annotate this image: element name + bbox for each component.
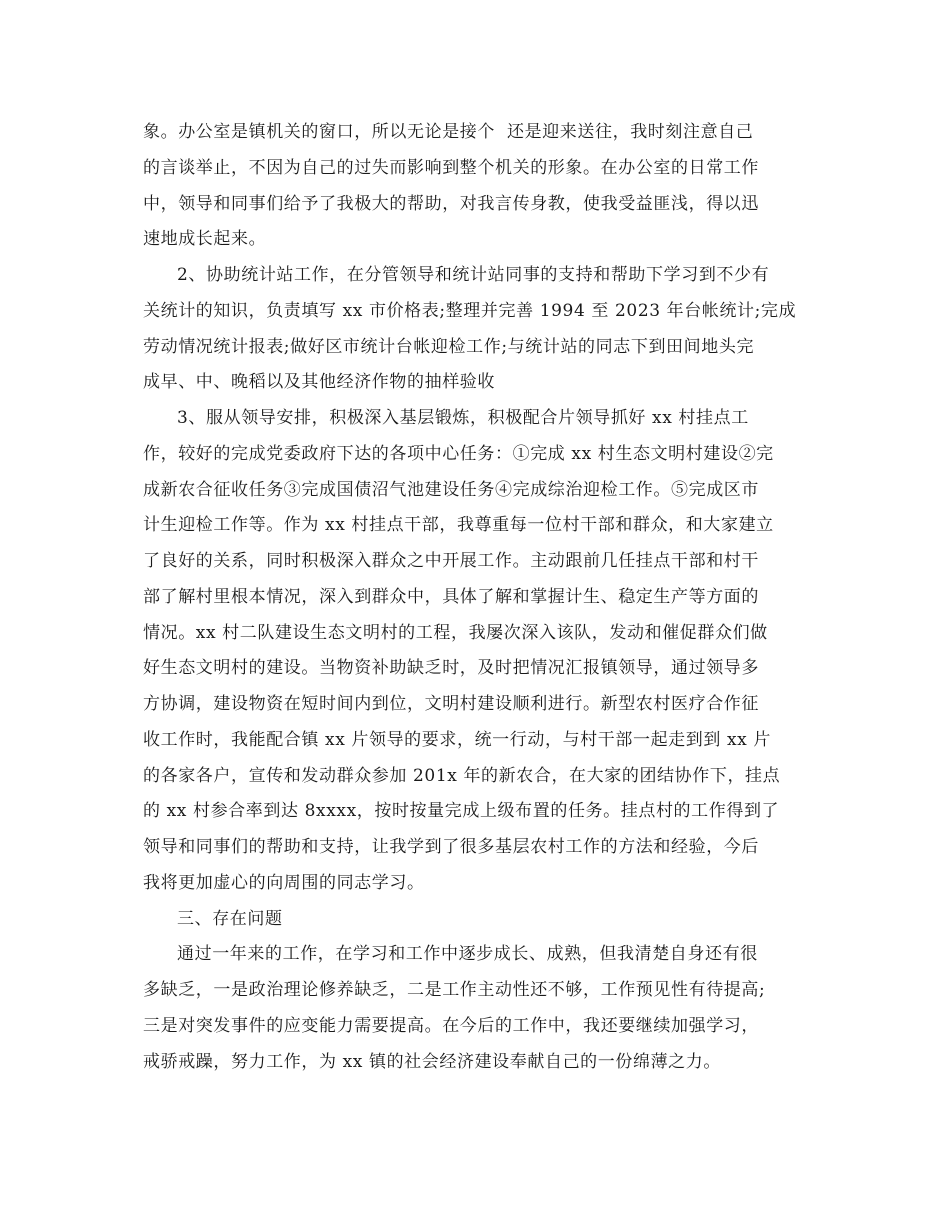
text-line: 2、协助统计站工作，在分管领导和统计站同事的支持和帮助下学习到不少有 (177, 265, 770, 285)
text-line: 部了解村里根本情况，深入到群众中，具体了解和掌握计生、稳定生产等方面的 (143, 586, 759, 607)
text-line: 象。办公室是镇机关的窗口，所以无论是接个 还是迎来送往，我时刻注意自己 (143, 122, 754, 142)
text-line: 速地成长起来。 (143, 229, 267, 250)
text-line: 三、存在问题 (177, 908, 283, 929)
text-line: 的各家各户，宣传和发动群众参加 201x 年的新农合，在大家的团结协作下，挂点 (143, 765, 781, 786)
text-line: 领导和同事们的帮助和支持，让我学到了很多基层农村工作的方法和经验，今后 (143, 837, 759, 857)
text-line: 3、服从领导安排，积极深入基层锻炼，积极配合片领导抓好 xx 村挂点工 (177, 408, 749, 428)
paragraph (143, 902, 808, 938)
document-body (143, 115, 808, 1080)
text-line: 计生迎检工作等。作为 xx 村挂点干部，我尊重每一位村干部和群众，和大家建立 (143, 515, 774, 536)
text-line: 通过一年来的工作，在学习和工作中逐步成长、成熟，但我清楚自身还有很 (177, 944, 758, 965)
text-line: 成新农合征收任务③完成国债沼气池建设任务④完成综治迎检工作。⑤完成区市 (143, 479, 759, 500)
paragraph (143, 937, 808, 1080)
text-line: 了良好的关系，同时积极深入群众之中开展工作。主动跟前几任挂点干部和村干 (143, 551, 759, 571)
text-line: 好生态文明村的建设。当物资补助缺乏时，及时把情况汇报镇领导，通过领导多 (143, 658, 759, 679)
text-line: 成早、中、晚稻以及其他经济作物的抽样验收 (143, 372, 495, 393)
text-line: 劳动情况统计报表;做好区市统计台帐迎检工作;与统计站的同志下到田间地头完 (143, 336, 755, 357)
text-line: 情况。xx 村二队建设生态文明村的工程，我屡次深入该队，发动和催促群众们做 (143, 622, 768, 643)
paragraph (143, 258, 808, 401)
text-line: 中，领导和同事们给予了我极大的帮助，对我言传身教，使我受益匪浅，得以迅 (143, 193, 759, 214)
text-line: 关统计的知识，负责填写 xx 市价格表;整理并完善 1994 至 2023 年台帐统计;完成 (143, 300, 797, 321)
text-line: 收工作时，我能配合镇 xx 片领导的要求，统一行动，与村干部一起走到到 xx 片 (143, 729, 771, 750)
text-line: 多缺乏，一是政治理论修养缺乏，二是工作主动性还不够，工作预见性有待提高; (143, 980, 766, 1000)
text-line: 我将更加虚心的向周围的同志学习。 (143, 872, 425, 893)
text-line: 戒骄戒躁，努力工作，为 xx 镇的社会经济建设奉献自己的一份绵薄之力。 (143, 1051, 721, 1072)
paragraph (143, 115, 808, 258)
paragraph (143, 401, 808, 902)
text-line: 三是对突发事件的应变能力需要提高。在今后的工作中，我还要继续加强学习， (143, 1015, 759, 1036)
text-line: 的言谈举止，不因为自己的过失而影响到整个机关的形象。在办公室的日常工作 (143, 157, 759, 178)
text-line: 方协调，建设物资在短时间内到位，文明村建设顺利进行。新型农村医疗合作征 (143, 694, 759, 714)
text-line: 作，较好的完成党委政府下达的各项中心任务：①完成 xx 村生态文明村建设②完 (143, 443, 774, 464)
text-line: 的 xx 村参合率到达 8xxxx，按时按量完成上级布置的任务。挂点村的工作得到了 (143, 801, 780, 822)
